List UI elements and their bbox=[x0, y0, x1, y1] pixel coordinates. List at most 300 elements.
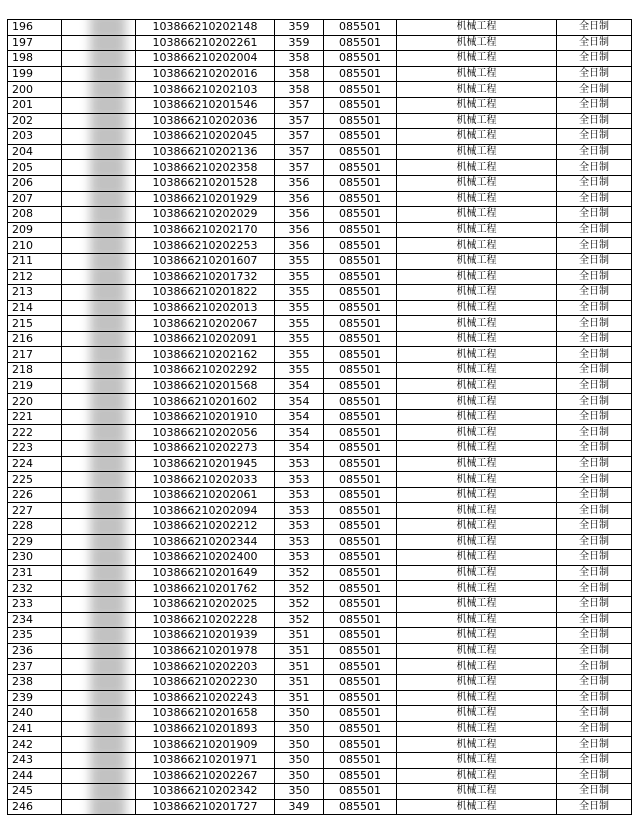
study-mode: 全日制 bbox=[557, 238, 632, 254]
candidate-id: 103866210201945 bbox=[136, 456, 275, 472]
candidate-id: 103866210201978 bbox=[136, 643, 275, 659]
major-name: 机械工程 bbox=[397, 238, 557, 254]
study-mode: 全日制 bbox=[557, 144, 632, 160]
redaction-blur bbox=[90, 35, 126, 51]
total-score: 352 bbox=[275, 612, 324, 628]
name-cell-redacted bbox=[62, 596, 136, 612]
candidate-id: 103866210202228 bbox=[136, 612, 275, 628]
major-code: 085501 bbox=[324, 51, 397, 67]
candidate-id: 103866210201546 bbox=[136, 97, 275, 113]
name-cell-redacted bbox=[62, 768, 136, 784]
study-mode: 全日制 bbox=[557, 207, 632, 223]
major-code: 085501 bbox=[324, 550, 397, 566]
name-cell-redacted bbox=[62, 222, 136, 238]
major-code: 085501 bbox=[324, 82, 397, 98]
study-mode: 全日制 bbox=[557, 456, 632, 472]
name-cell-redacted bbox=[62, 82, 136, 98]
redaction-blur bbox=[90, 768, 126, 784]
redaction-blur bbox=[90, 238, 126, 254]
table-row bbox=[8, 565, 632, 581]
total-score: 357 bbox=[275, 129, 324, 145]
table-row bbox=[8, 487, 632, 503]
total-score: 353 bbox=[275, 519, 324, 535]
candidate-id: 103866210202358 bbox=[136, 160, 275, 176]
row-number: 205 bbox=[8, 160, 62, 176]
major-name: 机械工程 bbox=[397, 66, 557, 82]
major-name: 机械工程 bbox=[397, 534, 557, 550]
major-code: 085501 bbox=[324, 503, 397, 519]
redaction-blur bbox=[90, 144, 126, 160]
major-name: 机械工程 bbox=[397, 144, 557, 160]
total-score: 351 bbox=[275, 659, 324, 675]
row-number: 197 bbox=[8, 35, 62, 51]
total-score: 351 bbox=[275, 643, 324, 659]
redaction-blur bbox=[90, 129, 126, 145]
candidate-id: 103866210201971 bbox=[136, 752, 275, 768]
row-number: 213 bbox=[8, 285, 62, 301]
name-cell-redacted bbox=[62, 191, 136, 207]
row-number: 224 bbox=[8, 456, 62, 472]
study-mode: 全日制 bbox=[557, 503, 632, 519]
table-row bbox=[8, 129, 632, 145]
name-cell-redacted bbox=[62, 331, 136, 347]
total-score: 359 bbox=[275, 35, 324, 51]
candidate-id: 103866210202253 bbox=[136, 238, 275, 254]
candidate-id: 103866210202230 bbox=[136, 674, 275, 690]
name-cell-redacted bbox=[62, 20, 136, 36]
study-mode: 全日制 bbox=[557, 565, 632, 581]
redaction-blur bbox=[90, 581, 126, 597]
study-mode: 全日制 bbox=[557, 612, 632, 628]
total-score: 351 bbox=[275, 690, 324, 706]
table-row bbox=[8, 456, 632, 472]
admission-list-sheet bbox=[7, 19, 632, 815]
row-number: 241 bbox=[8, 721, 62, 737]
table-row bbox=[8, 581, 632, 597]
total-score: 352 bbox=[275, 596, 324, 612]
redaction-blur bbox=[90, 269, 126, 285]
name-cell-redacted bbox=[62, 97, 136, 113]
candidate-id: 103866210202170 bbox=[136, 222, 275, 238]
study-mode: 全日制 bbox=[557, 659, 632, 675]
row-number: 231 bbox=[8, 565, 62, 581]
major-name: 机械工程 bbox=[397, 331, 557, 347]
major-name: 机械工程 bbox=[397, 768, 557, 784]
study-mode: 全日制 bbox=[557, 706, 632, 722]
major-code: 085501 bbox=[324, 768, 397, 784]
table-row bbox=[8, 799, 632, 815]
row-number: 203 bbox=[8, 129, 62, 145]
name-cell-redacted bbox=[62, 752, 136, 768]
redaction-blur bbox=[90, 799, 126, 815]
table-row bbox=[8, 409, 632, 425]
major-name: 机械工程 bbox=[397, 82, 557, 98]
candidate-id: 103866210202013 bbox=[136, 300, 275, 316]
study-mode: 全日制 bbox=[557, 643, 632, 659]
candidate-id: 103866210202029 bbox=[136, 207, 275, 223]
total-score: 354 bbox=[275, 409, 324, 425]
table-row bbox=[8, 207, 632, 223]
name-cell-redacted bbox=[62, 799, 136, 815]
total-score: 356 bbox=[275, 175, 324, 191]
study-mode: 全日制 bbox=[557, 378, 632, 394]
total-score: 357 bbox=[275, 97, 324, 113]
major-name: 机械工程 bbox=[397, 409, 557, 425]
row-number: 228 bbox=[8, 519, 62, 535]
study-mode: 全日制 bbox=[557, 799, 632, 815]
redaction-blur bbox=[90, 737, 126, 753]
study-mode: 全日制 bbox=[557, 316, 632, 332]
total-score: 350 bbox=[275, 721, 324, 737]
redaction-blur bbox=[90, 596, 126, 612]
name-cell-redacted bbox=[62, 472, 136, 488]
name-cell-redacted bbox=[62, 347, 136, 363]
redaction-blur bbox=[90, 363, 126, 379]
table-row bbox=[8, 519, 632, 535]
total-score: 355 bbox=[275, 269, 324, 285]
redaction-blur bbox=[90, 66, 126, 82]
total-score: 355 bbox=[275, 347, 324, 363]
redaction-blur bbox=[90, 82, 126, 98]
table-row bbox=[8, 425, 632, 441]
name-cell-redacted bbox=[62, 285, 136, 301]
major-name: 机械工程 bbox=[397, 347, 557, 363]
study-mode: 全日制 bbox=[557, 487, 632, 503]
redaction-blur bbox=[90, 503, 126, 519]
candidate-id: 103866210201929 bbox=[136, 191, 275, 207]
table-row bbox=[8, 784, 632, 800]
table-row bbox=[8, 706, 632, 722]
name-cell-redacted bbox=[62, 706, 136, 722]
total-score: 354 bbox=[275, 441, 324, 457]
name-cell-redacted bbox=[62, 66, 136, 82]
major-name: 机械工程 bbox=[397, 706, 557, 722]
candidate-id: 103866210201658 bbox=[136, 706, 275, 722]
redaction-blur bbox=[90, 207, 126, 223]
study-mode: 全日制 bbox=[557, 628, 632, 644]
redaction-blur bbox=[90, 628, 126, 644]
study-mode: 全日制 bbox=[557, 253, 632, 269]
total-score: 353 bbox=[275, 550, 324, 566]
redaction-blur bbox=[90, 752, 126, 768]
redaction-blur bbox=[90, 690, 126, 706]
candidate-id: 103866210202056 bbox=[136, 425, 275, 441]
candidate-id: 103866210202261 bbox=[136, 35, 275, 51]
candidate-id: 103866210202203 bbox=[136, 659, 275, 675]
study-mode: 全日制 bbox=[557, 752, 632, 768]
major-code: 085501 bbox=[324, 487, 397, 503]
table-row bbox=[8, 363, 632, 379]
total-score: 353 bbox=[275, 503, 324, 519]
name-cell-redacted bbox=[62, 394, 136, 410]
candidate-id: 103866210202036 bbox=[136, 113, 275, 129]
table-row bbox=[8, 144, 632, 160]
study-mode: 全日制 bbox=[557, 737, 632, 753]
name-cell-redacted bbox=[62, 409, 136, 425]
study-mode: 全日制 bbox=[557, 472, 632, 488]
redaction-blur bbox=[90, 612, 126, 628]
table-row bbox=[8, 721, 632, 737]
row-number: 209 bbox=[8, 222, 62, 238]
name-cell-redacted bbox=[62, 612, 136, 628]
major-name: 机械工程 bbox=[397, 51, 557, 67]
major-code: 085501 bbox=[324, 628, 397, 644]
redaction-blur bbox=[90, 253, 126, 269]
major-code: 085501 bbox=[324, 565, 397, 581]
major-name: 机械工程 bbox=[397, 269, 557, 285]
table-row bbox=[8, 51, 632, 67]
table-row bbox=[8, 737, 632, 753]
total-score: 352 bbox=[275, 581, 324, 597]
redaction-blur bbox=[90, 409, 126, 425]
major-code: 085501 bbox=[324, 409, 397, 425]
row-number: 240 bbox=[8, 706, 62, 722]
candidate-id: 103866210202136 bbox=[136, 144, 275, 160]
major-code: 085501 bbox=[324, 20, 397, 36]
table-row bbox=[8, 66, 632, 82]
major-code: 085501 bbox=[324, 441, 397, 457]
candidate-id: 103866210201528 bbox=[136, 175, 275, 191]
total-score: 356 bbox=[275, 191, 324, 207]
table-row bbox=[8, 222, 632, 238]
redaction-blur bbox=[90, 97, 126, 113]
major-name: 机械工程 bbox=[397, 363, 557, 379]
redaction-blur bbox=[90, 565, 126, 581]
row-number: 237 bbox=[8, 659, 62, 675]
major-code: 085501 bbox=[324, 472, 397, 488]
row-number: 212 bbox=[8, 269, 62, 285]
name-cell-redacted bbox=[62, 581, 136, 597]
major-code: 085501 bbox=[324, 316, 397, 332]
row-number: 223 bbox=[8, 441, 62, 457]
row-number: 232 bbox=[8, 581, 62, 597]
row-number: 243 bbox=[8, 752, 62, 768]
row-number: 222 bbox=[8, 425, 62, 441]
total-score: 351 bbox=[275, 674, 324, 690]
study-mode: 全日制 bbox=[557, 363, 632, 379]
table-row bbox=[8, 612, 632, 628]
table-row bbox=[8, 300, 632, 316]
total-score: 355 bbox=[275, 300, 324, 316]
major-code: 085501 bbox=[324, 737, 397, 753]
table-row bbox=[8, 596, 632, 612]
row-number: 215 bbox=[8, 316, 62, 332]
name-cell-redacted bbox=[62, 316, 136, 332]
total-score: 354 bbox=[275, 425, 324, 441]
major-name: 机械工程 bbox=[397, 721, 557, 737]
study-mode: 全日制 bbox=[557, 191, 632, 207]
row-number: 234 bbox=[8, 612, 62, 628]
candidate-id: 103866210201568 bbox=[136, 378, 275, 394]
table-row bbox=[8, 752, 632, 768]
admission-table bbox=[7, 19, 632, 815]
major-name: 机械工程 bbox=[397, 503, 557, 519]
major-code: 085501 bbox=[324, 222, 397, 238]
redaction-blur bbox=[90, 20, 126, 36]
row-number: 208 bbox=[8, 207, 62, 223]
table-row bbox=[8, 659, 632, 675]
name-cell-redacted bbox=[62, 378, 136, 394]
name-cell-redacted bbox=[62, 456, 136, 472]
candidate-id: 103866210201822 bbox=[136, 285, 275, 301]
redaction-blur bbox=[90, 550, 126, 566]
table-row bbox=[8, 768, 632, 784]
name-cell-redacted bbox=[62, 253, 136, 269]
redaction-blur bbox=[90, 347, 126, 363]
redaction-blur bbox=[90, 706, 126, 722]
redaction-blur bbox=[90, 113, 126, 129]
row-number: 196 bbox=[8, 20, 62, 36]
row-number: 200 bbox=[8, 82, 62, 98]
name-cell-redacted bbox=[62, 659, 136, 675]
major-code: 085501 bbox=[324, 425, 397, 441]
major-code: 085501 bbox=[324, 347, 397, 363]
major-name: 机械工程 bbox=[397, 565, 557, 581]
table-row bbox=[8, 378, 632, 394]
name-cell-redacted bbox=[62, 690, 136, 706]
study-mode: 全日制 bbox=[557, 269, 632, 285]
candidate-id: 103866210202061 bbox=[136, 487, 275, 503]
total-score: 354 bbox=[275, 394, 324, 410]
candidate-id: 103866210201893 bbox=[136, 721, 275, 737]
total-score: 355 bbox=[275, 285, 324, 301]
redaction-blur bbox=[90, 534, 126, 550]
major-name: 机械工程 bbox=[397, 425, 557, 441]
total-score: 355 bbox=[275, 253, 324, 269]
table-row bbox=[8, 285, 632, 301]
name-cell-redacted bbox=[62, 269, 136, 285]
major-name: 机械工程 bbox=[397, 175, 557, 191]
row-number: 226 bbox=[8, 487, 62, 503]
major-name: 机械工程 bbox=[397, 35, 557, 51]
table-row bbox=[8, 331, 632, 347]
major-name: 机械工程 bbox=[397, 596, 557, 612]
major-name: 机械工程 bbox=[397, 784, 557, 800]
row-number: 236 bbox=[8, 643, 62, 659]
redaction-blur bbox=[90, 472, 126, 488]
major-code: 085501 bbox=[324, 97, 397, 113]
name-cell-redacted bbox=[62, 425, 136, 441]
total-score: 351 bbox=[275, 628, 324, 644]
name-cell-redacted bbox=[62, 144, 136, 160]
redaction-blur bbox=[90, 285, 126, 301]
candidate-id: 103866210202033 bbox=[136, 472, 275, 488]
candidate-id: 103866210201732 bbox=[136, 269, 275, 285]
study-mode: 全日制 bbox=[557, 721, 632, 737]
redaction-blur bbox=[90, 425, 126, 441]
candidate-id: 103866210201607 bbox=[136, 253, 275, 269]
name-cell-redacted bbox=[62, 565, 136, 581]
total-score: 354 bbox=[275, 378, 324, 394]
total-score: 353 bbox=[275, 534, 324, 550]
redaction-blur bbox=[90, 394, 126, 410]
table-row bbox=[8, 550, 632, 566]
major-code: 085501 bbox=[324, 113, 397, 129]
redaction-blur bbox=[90, 378, 126, 394]
study-mode: 全日制 bbox=[557, 394, 632, 410]
study-mode: 全日制 bbox=[557, 425, 632, 441]
study-mode: 全日制 bbox=[557, 784, 632, 800]
study-mode: 全日制 bbox=[557, 113, 632, 129]
major-name: 机械工程 bbox=[397, 113, 557, 129]
major-code: 085501 bbox=[324, 175, 397, 191]
major-code: 085501 bbox=[324, 690, 397, 706]
study-mode: 全日制 bbox=[557, 331, 632, 347]
row-number: 225 bbox=[8, 472, 62, 488]
major-name: 机械工程 bbox=[397, 378, 557, 394]
total-score: 355 bbox=[275, 331, 324, 347]
major-code: 085501 bbox=[324, 581, 397, 597]
total-score: 355 bbox=[275, 316, 324, 332]
major-name: 机械工程 bbox=[397, 160, 557, 176]
study-mode: 全日制 bbox=[557, 20, 632, 36]
row-number: 230 bbox=[8, 550, 62, 566]
row-number: 202 bbox=[8, 113, 62, 129]
major-code: 085501 bbox=[324, 331, 397, 347]
total-score: 358 bbox=[275, 66, 324, 82]
redaction-blur bbox=[90, 191, 126, 207]
study-mode: 全日制 bbox=[557, 285, 632, 301]
row-number: 227 bbox=[8, 503, 62, 519]
row-number: 210 bbox=[8, 238, 62, 254]
candidate-id: 103866210202067 bbox=[136, 316, 275, 332]
redaction-blur bbox=[90, 441, 126, 457]
study-mode: 全日制 bbox=[557, 581, 632, 597]
candidate-id: 103866210201602 bbox=[136, 394, 275, 410]
candidate-id: 103866210202342 bbox=[136, 784, 275, 800]
major-name: 机械工程 bbox=[397, 441, 557, 457]
redaction-blur bbox=[90, 487, 126, 503]
major-code: 085501 bbox=[324, 269, 397, 285]
major-name: 机械工程 bbox=[397, 207, 557, 223]
row-number: 198 bbox=[8, 51, 62, 67]
name-cell-redacted bbox=[62, 487, 136, 503]
major-code: 085501 bbox=[324, 784, 397, 800]
redaction-blur bbox=[90, 519, 126, 535]
row-number: 221 bbox=[8, 409, 62, 425]
major-code: 085501 bbox=[324, 378, 397, 394]
major-code: 085501 bbox=[324, 35, 397, 51]
name-cell-redacted bbox=[62, 35, 136, 51]
row-number: 214 bbox=[8, 300, 62, 316]
table-row bbox=[8, 628, 632, 644]
row-number: 218 bbox=[8, 363, 62, 379]
study-mode: 全日制 bbox=[557, 596, 632, 612]
major-code: 085501 bbox=[324, 659, 397, 675]
major-name: 机械工程 bbox=[397, 643, 557, 659]
total-score: 356 bbox=[275, 207, 324, 223]
candidate-id: 103866210201762 bbox=[136, 581, 275, 597]
table-row bbox=[8, 643, 632, 659]
total-score: 353 bbox=[275, 487, 324, 503]
candidate-id: 103866210201939 bbox=[136, 628, 275, 644]
study-mode: 全日制 bbox=[557, 175, 632, 191]
major-code: 085501 bbox=[324, 643, 397, 659]
total-score: 353 bbox=[275, 472, 324, 488]
major-code: 085501 bbox=[324, 612, 397, 628]
study-mode: 全日制 bbox=[557, 441, 632, 457]
table-row bbox=[8, 347, 632, 363]
table-row bbox=[8, 35, 632, 51]
name-cell-redacted bbox=[62, 238, 136, 254]
major-name: 机械工程 bbox=[397, 394, 557, 410]
total-score: 359 bbox=[275, 20, 324, 36]
total-score: 350 bbox=[275, 752, 324, 768]
name-cell-redacted bbox=[62, 129, 136, 145]
candidate-id: 103866210202045 bbox=[136, 129, 275, 145]
table-row bbox=[8, 97, 632, 113]
candidate-id: 103866210202212 bbox=[136, 519, 275, 535]
